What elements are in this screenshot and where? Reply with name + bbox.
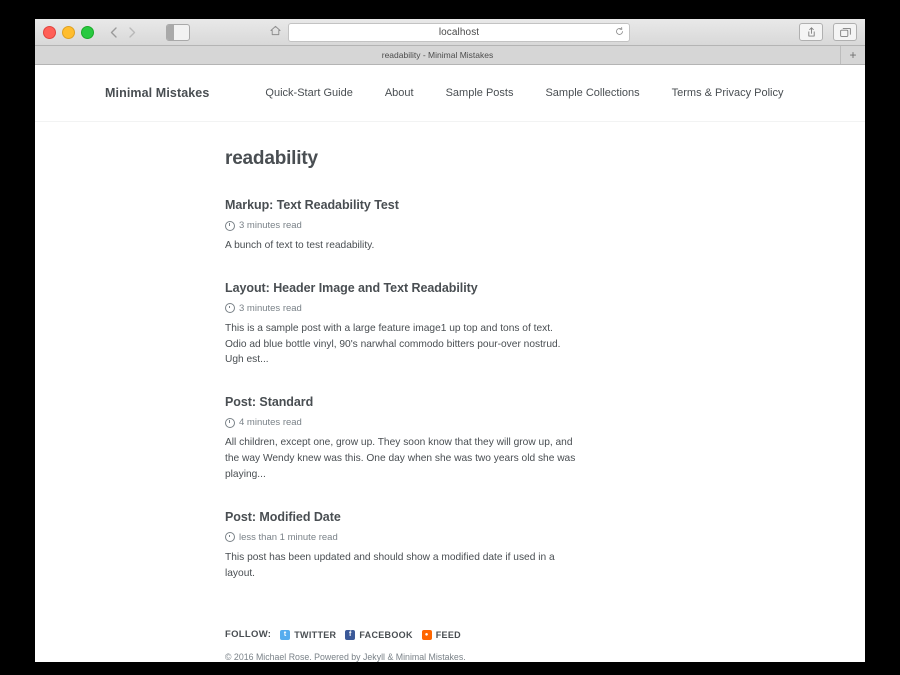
post-meta <box>225 220 577 231</box>
social-link-feed[interactable] <box>422 630 461 640</box>
clock-icon <box>225 303 235 313</box>
post-title[interactable]: Post: Standard <box>225 395 314 410</box>
post-title[interactable]: Post: Modified Date <box>225 509 341 524</box>
window-controls <box>43 26 94 39</box>
post-excerpt: This post has been updated and should show a modified date if used in a layout. <box>225 551 555 579</box>
list-item <box>225 281 577 368</box>
post-excerpt: All children, except one, grow up. They soon know that they will grow up, and the way Wendy knew was this. One day when she was two years old she was playing... <box>225 437 576 480</box>
follow-label: FOLLOW: <box>225 629 272 641</box>
post-meta <box>225 417 577 428</box>
site-footer <box>225 629 577 662</box>
follow-row <box>225 629 577 640</box>
post-title[interactable]: Markup: Text Readability Test <box>225 198 399 212</box>
browser-window <box>35 19 865 663</box>
clock-icon <box>225 418 235 428</box>
post-meta <box>225 303 577 314</box>
toolbar-right <box>799 23 857 41</box>
read-time: less than 1 minute read <box>239 531 338 543</box>
post-excerpt: This is a sample post with a large feature image1 up top and tons of text. Odio ad blue bottle vinyl, 90's narwhal commodo bitters pour-over nostrud. Ugh est... <box>225 322 561 366</box>
url-input[interactable] <box>288 23 630 42</box>
share-icon[interactable] <box>799 23 823 41</box>
read-time: 3 minutes read <box>239 220 302 231</box>
tab-bar <box>35 46 865 65</box>
zoom-window-button[interactable] <box>81 26 94 39</box>
post-excerpt: A bunch of text to test readability. <box>225 240 375 251</box>
browser-titlebar <box>35 19 865 46</box>
nav-item-about[interactable]: About <box>384 87 414 99</box>
tab-title: readability - Minimal Mistakes <box>381 50 494 60</box>
read-time: 3 minutes read <box>239 302 302 314</box>
forward-icon[interactable] <box>129 27 136 38</box>
sidebar-toggle-icon[interactable] <box>166 24 190 41</box>
social-label: TWITTER <box>294 629 337 640</box>
reload-icon[interactable] <box>615 23 624 41</box>
page-title: readability <box>225 148 318 169</box>
nav-item-sample-collections[interactable]: Sample Collections <box>545 87 640 99</box>
archive-content <box>35 122 865 662</box>
post-meta <box>225 532 577 543</box>
close-window-button[interactable] <box>43 26 56 39</box>
list-item <box>225 510 577 582</box>
post-title[interactable]: Layout: Header Image and Text Readability <box>225 280 478 295</box>
list-item <box>225 198 577 254</box>
nav-item-terms-privacy-policy[interactable]: Terms & Privacy Policy <box>671 87 784 99</box>
clock-icon <box>225 532 235 542</box>
url-text: localhost <box>438 26 480 38</box>
list-item <box>225 395 577 482</box>
navigation-buttons <box>110 24 190 41</box>
social-label: FEED <box>435 629 461 640</box>
nav-item-sample-posts[interactable]: Sample Posts <box>445 87 514 99</box>
read-time: 4 minutes read <box>239 417 302 429</box>
social-link-facebook[interactable] <box>345 630 412 640</box>
social-link-twitter[interactable] <box>280 630 336 640</box>
twitter-icon: t <box>280 630 290 640</box>
copyright-text: © 2016 Michael Rose. Powered by Jekyll & Minimal Mistakes. <box>225 652 466 663</box>
page-content <box>35 65 865 662</box>
new-tab-button[interactable]: + <box>841 46 865 64</box>
social-label: FACEBOOK <box>359 629 413 640</box>
home-icon[interactable] <box>270 23 281 41</box>
clock-icon <box>225 221 235 231</box>
minimize-window-button[interactable] <box>62 26 75 39</box>
site-navigation <box>265 87 783 99</box>
facebook-icon: f <box>345 630 355 640</box>
nav-item-quick-start-guide[interactable]: Quick-Start Guide <box>265 87 353 99</box>
tab-readability[interactable] <box>35 46 841 64</box>
rss-feed-icon: ● <box>422 630 432 640</box>
back-icon[interactable] <box>110 27 117 38</box>
site-masthead <box>35 65 865 122</box>
address-bar-area <box>270 23 630 42</box>
new-tab-overview-icon[interactable] <box>833 23 857 41</box>
site-title[interactable]: Minimal Mistakes <box>105 86 210 100</box>
